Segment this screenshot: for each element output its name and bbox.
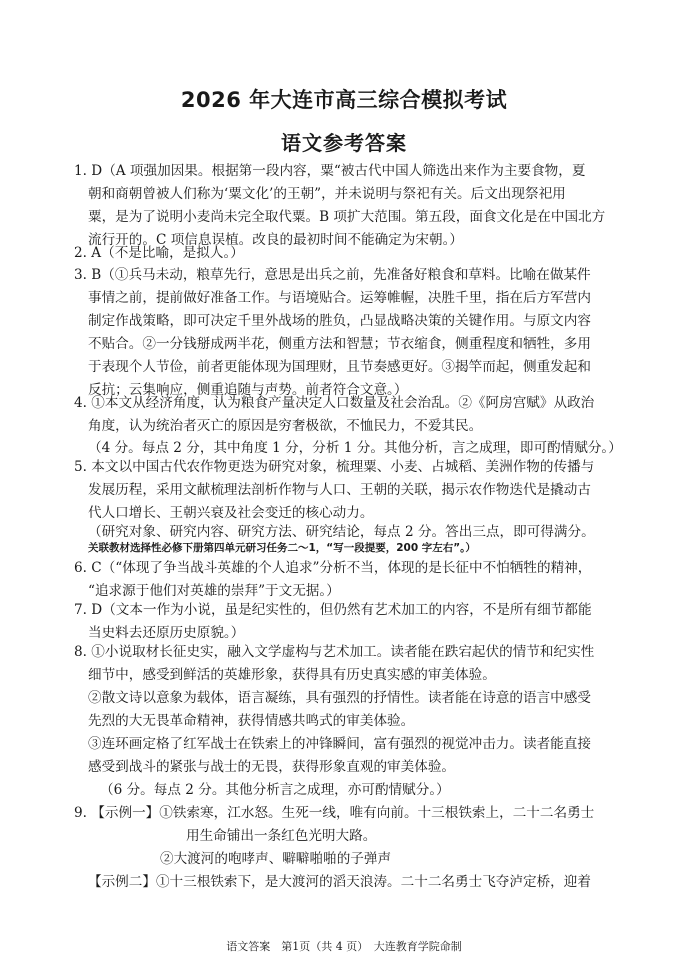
answer-8-scoring: （6 分。每点 2 分。其他分析言之成理，亦可酌情赋分。） bbox=[100, 782, 450, 798]
answer-1-line-2: 朝和商朝曾被人们称为‘粟文化’的王朝”，并未说明与祭祀有关。后文出现祭祀用 bbox=[88, 186, 566, 202]
answer-3-line-3: 制定作战策略，即可决定千里外战场的胜负，凸显战略决策的关键作用。与原文内容 bbox=[88, 313, 591, 329]
answer-4-scoring: （4 分。每点 2 分，其中角度 1 分，分析 1 分。其他分析，言之成理，即可酌情赋分。） bbox=[88, 440, 622, 456]
answer-4-line-2: 角度，认为统治者灭亡的原因是穷奢极欲，不恤民力，不爱其民。 bbox=[88, 418, 483, 434]
page-footer: 语文答案 第1页（共 4 页） 大连教育学院命制 bbox=[226, 940, 462, 953]
answer-8-line-3: ②散文诗以意象为载体，语言凝练，具有强烈的抒情性。读者能在诗意的语言中感受 bbox=[88, 690, 591, 706]
answer-5-line-1: 5. 本文以中国古代农作物更迭为研究对象，梳理粟、小麦、占城稻、美洲作物的传播与 bbox=[74, 459, 595, 475]
answer-6-line-2: “追求源于他们对英雄的崇拜”于文无据。） bbox=[88, 583, 340, 599]
answer-3-line-5: 于表现个人节俭，前者更能体现为国理财，且节奏感更好。③揭竿而起，侧重发起和 bbox=[88, 359, 591, 375]
answer-9-example-2-line-1: 【示例二】①十三根铁索下，是大渡河的滔天浪涛。二十二名勇士飞夺泸定桥，迎着 bbox=[88, 874, 591, 890]
answer-3-line-1: 3. B（①兵马未动，粮草先行，意思是出兵之前，先准备好粮食和草料。比喻在做某件 bbox=[74, 267, 591, 283]
answer-5-line-3: 代人口增长、王朝兴衰及社会变迁的核心动力。 bbox=[88, 505, 374, 521]
answer-8-line-6: 感受到战斗的紧张与战士的无畏，获得形象直观的审美体验。 bbox=[88, 759, 456, 775]
answer-1-line-4: 流行开的。C 项信息误植。改良的最初时间不能确定为宋朝。） bbox=[88, 232, 463, 248]
answer-3-line-6: 反抗；云集响应，侧重追随与声势。前者符合文意。） bbox=[88, 382, 408, 398]
answer-8-line-5: ③连环画定格了红军战士在铁索上的冲锋瞬间，富有强烈的视觉冲击力。读者能直接 bbox=[88, 736, 591, 752]
answer-5-scoring: （研究对象、研究内容、研究方法、研究结论，每点 2 分。答出三点，即可得满分。 bbox=[88, 524, 595, 540]
answer-6-line-1: 6. C（“体现了争当战斗英雄的个人追求”分析不当，体现的是长征中不怕牺牲的精神， bbox=[74, 560, 592, 576]
answer-2: 2. A（不是比喻，是拟人。） bbox=[74, 245, 244, 261]
answer-4-line-1: 4. ①本文从经济角度，认为粮食产量决定人口数量及社会治乱。②《阿房宫赋》从政治 bbox=[74, 395, 595, 411]
answer-1-line-3: 粟，是为了说明小麦尚未完全取代粟。B 项扩大范围。第五段，面食文化是在中国北方 bbox=[88, 209, 606, 225]
answer-8-line-2: 细节中，感受到鲜活的英雄形象，获得具有历史真实感的审美体验。 bbox=[88, 667, 496, 683]
answer-7-line-2: 当史料去还原历史原貌。） bbox=[88, 625, 245, 641]
answer-9-example-1-line-1: 9. 【示例一】①铁索寒，江水怒。生死一线，唯有向前。十三根铁索上，二十二名勇士 bbox=[74, 805, 595, 821]
answer-key-subtitle: 语文参考答案 bbox=[281, 131, 407, 155]
answer-3-line-4: 不贴合。②一分钱掰成两半花，侧重方法和智慧；节衣缩食，侧重程度和牺牲，多用 bbox=[88, 336, 591, 352]
answer-8-line-4: 先烈的大无畏革命精神，获得情感共鸣式的审美体验。 bbox=[88, 713, 415, 729]
answer-5-textbook-note: 关联教材选择性必修下册第四单元研习任务二～1，“写一段提要，200 字左右”。） bbox=[88, 542, 476, 554]
answer-3-line-2: 事情之前，提前做好准备工作。与语境贴合。运筹帷幄，决胜千里，指在后方军营内 bbox=[88, 290, 591, 306]
answer-1-line-1: 1. D（A 项强加因果。根据第一段内容，粟“被古代中国人筛选出来作为主要食物，夏 bbox=[74, 163, 586, 179]
answer-7-line-1: 7. D（文本一作为小说，虽是纪实性的，但仍然有艺术加工的内容，不是所有细节都能 bbox=[74, 602, 592, 618]
answer-9-example-1-line-3: ②大渡河的咆哮声、噼噼啪啪的子弹声 bbox=[160, 851, 392, 867]
exam-title: 2026 年大连市高三综合模拟考试 bbox=[180, 88, 508, 112]
answer-9-example-1-line-2: 用生命铺出一条红色光明大路。 bbox=[186, 828, 377, 844]
answer-5-line-2: 发展历程，采用文献梳理法剖析作物与人口、王朝的关联，揭示农作物迭代是撬动古 bbox=[88, 482, 591, 498]
answer-8-line-1: 8. ①小说取材长征史实，融入文学虚构与艺术加工。读者能在跌宕起伏的情节和纪实性 bbox=[74, 644, 595, 660]
